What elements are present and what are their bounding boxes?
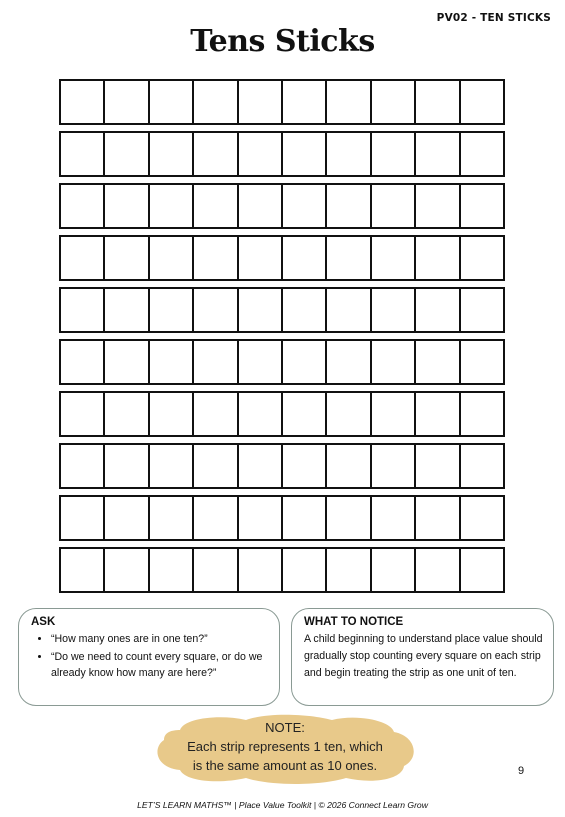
ones-square bbox=[150, 237, 194, 279]
ones-square bbox=[61, 549, 105, 591]
ones-square bbox=[327, 185, 371, 227]
notice-text: A child beginning to understand place value should gradually stop counting every square on each strip and begin treating the strip as one unit of ten. bbox=[304, 633, 543, 679]
ones-square bbox=[61, 237, 105, 279]
ones-square bbox=[61, 393, 105, 435]
ones-square bbox=[105, 341, 149, 383]
ones-square bbox=[150, 289, 194, 331]
ones-square bbox=[194, 133, 238, 175]
ones-square bbox=[239, 341, 283, 383]
ones-square bbox=[194, 185, 238, 227]
ones-square bbox=[150, 497, 194, 539]
ones-square bbox=[372, 549, 416, 591]
ten-stick-strip bbox=[59, 287, 505, 333]
ask-question: • “How many ones are in one ten?” bbox=[51, 631, 269, 647]
ones-square bbox=[194, 237, 238, 279]
what-to-notice-box bbox=[291, 608, 554, 706]
ten-stick-strip bbox=[59, 339, 505, 385]
note-line-1: Each strip represents 1 ten, which bbox=[187, 739, 383, 754]
ones-square bbox=[239, 497, 283, 539]
ones-square bbox=[283, 133, 327, 175]
page-title: Tens Sticks bbox=[190, 24, 375, 59]
ones-square bbox=[61, 445, 105, 487]
ten-sticks-grid bbox=[59, 79, 505, 599]
ten-stick-strip bbox=[59, 183, 505, 229]
ones-square bbox=[461, 341, 503, 383]
ones-square bbox=[416, 81, 460, 123]
ones-square bbox=[327, 81, 371, 123]
ones-square bbox=[327, 237, 371, 279]
ones-square bbox=[239, 549, 283, 591]
ones-square bbox=[239, 445, 283, 487]
ones-square bbox=[150, 133, 194, 175]
ones-square bbox=[239, 81, 283, 123]
ones-square bbox=[150, 185, 194, 227]
ask-list bbox=[31, 631, 269, 681]
ones-square bbox=[194, 497, 238, 539]
ones-square bbox=[150, 341, 194, 383]
ones-square bbox=[150, 81, 194, 123]
page-number: 9 bbox=[518, 765, 525, 777]
ones-square bbox=[283, 549, 327, 591]
ones-square bbox=[283, 445, 327, 487]
ask-box bbox=[18, 608, 280, 706]
ones-square bbox=[327, 549, 371, 591]
ones-square bbox=[461, 549, 503, 591]
ones-square bbox=[416, 237, 460, 279]
ones-square bbox=[327, 393, 371, 435]
ones-square bbox=[416, 497, 460, 539]
note-line-2: is the same amount as 10 ones. bbox=[192, 758, 378, 773]
ones-square bbox=[372, 133, 416, 175]
ten-stick-strip bbox=[59, 443, 505, 489]
note-cloud bbox=[150, 712, 420, 784]
ask-question: • “Do we need to count every square, or do we already know how many are here?” bbox=[51, 649, 269, 681]
ones-square bbox=[416, 185, 460, 227]
ones-square bbox=[239, 133, 283, 175]
ones-square bbox=[461, 133, 503, 175]
worksheet-code: PV02 - TEN STICKS bbox=[436, 12, 551, 24]
ones-square bbox=[105, 393, 149, 435]
ones-square bbox=[105, 133, 149, 175]
ones-square bbox=[105, 81, 149, 123]
ten-stick-strip bbox=[59, 235, 505, 281]
ones-square bbox=[239, 393, 283, 435]
ones-square bbox=[416, 133, 460, 175]
ones-square bbox=[105, 237, 149, 279]
ten-stick-strip bbox=[59, 79, 505, 125]
ones-square bbox=[105, 445, 149, 487]
ones-square bbox=[61, 133, 105, 175]
ones-square bbox=[372, 185, 416, 227]
ones-square bbox=[194, 549, 238, 591]
ones-square bbox=[461, 81, 503, 123]
ones-square bbox=[327, 445, 371, 487]
ones-square bbox=[327, 341, 371, 383]
ones-square bbox=[150, 445, 194, 487]
ones-square bbox=[61, 81, 105, 123]
ones-square bbox=[150, 393, 194, 435]
ones-square bbox=[327, 497, 371, 539]
ones-square bbox=[372, 289, 416, 331]
ones-square bbox=[283, 497, 327, 539]
ones-square bbox=[327, 289, 371, 331]
ones-square bbox=[239, 185, 283, 227]
ones-square bbox=[283, 185, 327, 227]
ones-square bbox=[283, 341, 327, 383]
ones-square bbox=[239, 237, 283, 279]
note-text bbox=[150, 718, 420, 775]
ones-square bbox=[194, 341, 238, 383]
ten-stick-strip bbox=[59, 391, 505, 437]
ones-square bbox=[327, 133, 371, 175]
ten-stick-strip bbox=[59, 547, 505, 593]
ones-square bbox=[372, 393, 416, 435]
ones-square bbox=[461, 185, 503, 227]
ones-square bbox=[194, 289, 238, 331]
ones-square bbox=[283, 237, 327, 279]
ten-stick-strip bbox=[59, 131, 505, 177]
ones-square bbox=[372, 341, 416, 383]
ones-square bbox=[372, 445, 416, 487]
ones-square bbox=[61, 289, 105, 331]
ones-square bbox=[150, 549, 194, 591]
ones-square bbox=[239, 289, 283, 331]
ones-square bbox=[194, 81, 238, 123]
ones-square bbox=[461, 393, 503, 435]
ones-square bbox=[61, 185, 105, 227]
ones-square bbox=[416, 445, 460, 487]
ones-square bbox=[105, 497, 149, 539]
ten-stick-strip bbox=[59, 495, 505, 541]
ones-square bbox=[61, 497, 105, 539]
ones-square bbox=[61, 341, 105, 383]
note-label: NOTE: bbox=[265, 720, 305, 735]
ask-heading: ASK bbox=[31, 616, 56, 628]
ones-square bbox=[194, 445, 238, 487]
ones-square bbox=[194, 393, 238, 435]
footer-credit: LET’S LEARN MATHS™ | Place Value Toolkit | © 2026 Connect Learn Grow bbox=[137, 800, 428, 810]
ones-square bbox=[105, 185, 149, 227]
ones-square bbox=[105, 289, 149, 331]
ones-square bbox=[461, 289, 503, 331]
ones-square bbox=[283, 81, 327, 123]
notice-heading: WHAT TO NOTICE bbox=[304, 616, 404, 628]
ones-square bbox=[416, 549, 460, 591]
ones-square bbox=[372, 81, 416, 123]
ones-square bbox=[283, 289, 327, 331]
ones-square bbox=[372, 497, 416, 539]
ones-square bbox=[416, 393, 460, 435]
ones-square bbox=[461, 445, 503, 487]
ones-square bbox=[283, 393, 327, 435]
ones-square bbox=[105, 549, 149, 591]
ones-square bbox=[416, 341, 460, 383]
ones-square bbox=[416, 289, 460, 331]
ones-square bbox=[372, 237, 416, 279]
ones-square bbox=[461, 237, 503, 279]
ones-square bbox=[461, 497, 503, 539]
